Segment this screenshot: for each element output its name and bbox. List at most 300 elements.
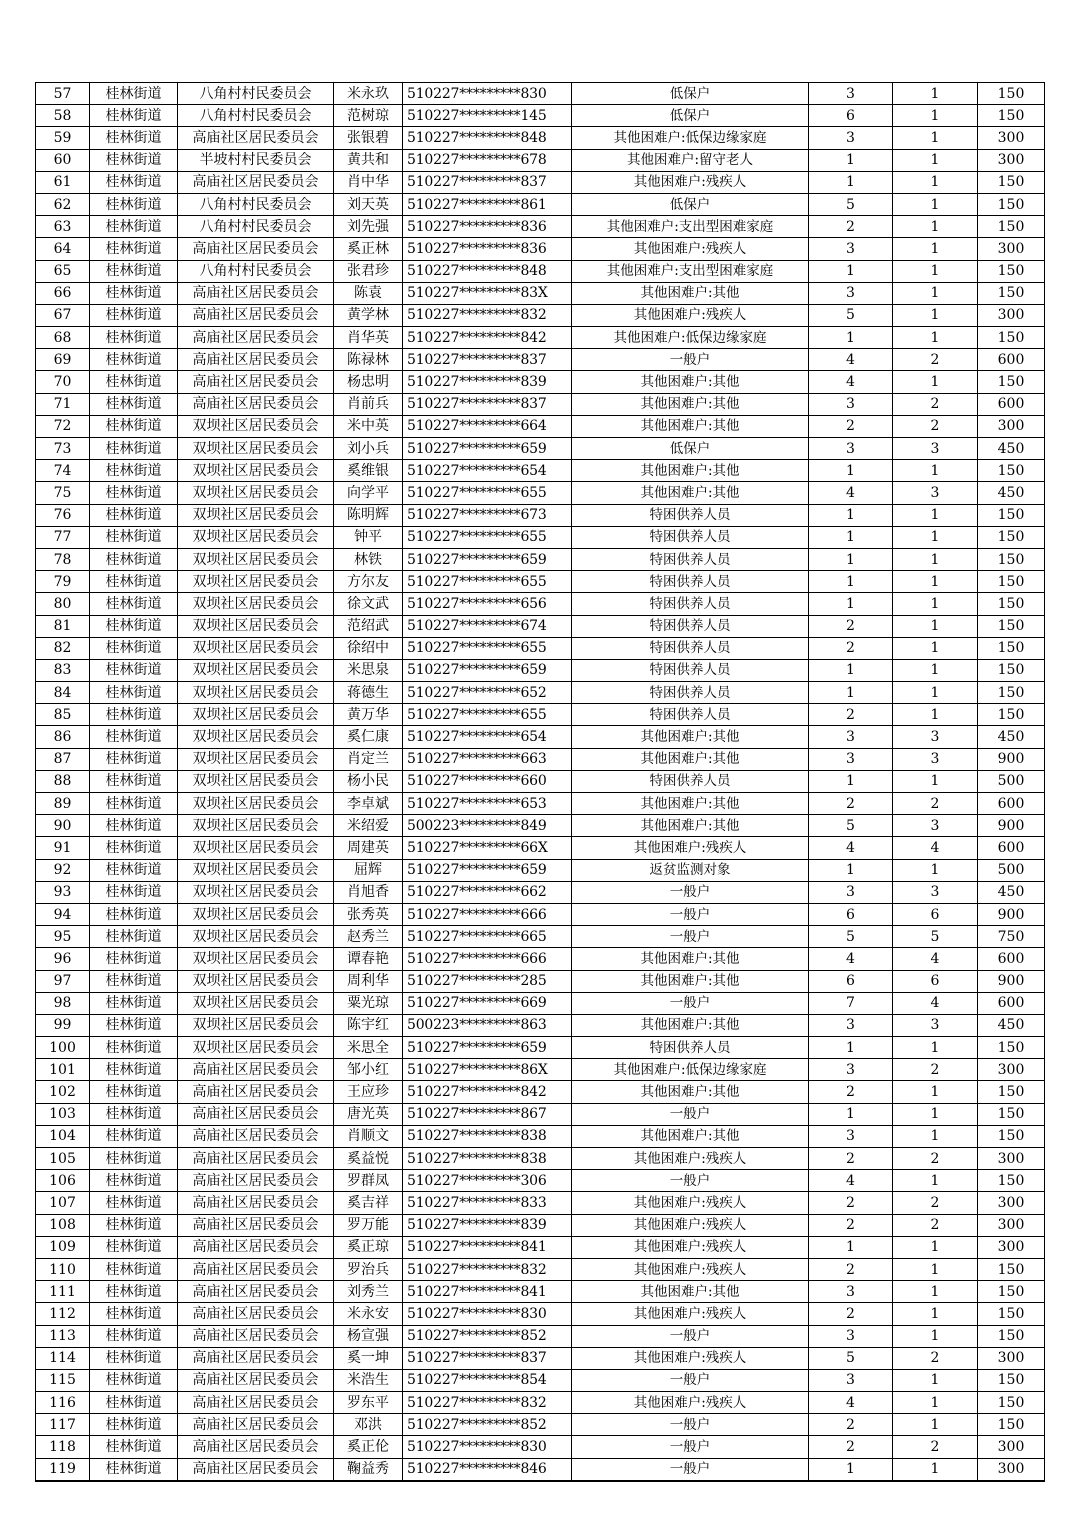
cell-committee-name: 高庙社区居民委员会	[178, 1369, 334, 1391]
cell-row-number: 81	[36, 615, 90, 637]
cell-person-name: 肖顺文	[334, 1125, 403, 1147]
cell-amount: 300	[978, 1458, 1045, 1481]
table-row	[36, 260, 1045, 282]
cell-row-number: 58	[36, 105, 90, 127]
cell-street-name: 桂林街道	[90, 704, 178, 726]
table-row	[36, 1325, 1045, 1347]
cell-household-type: 一般户	[572, 992, 809, 1014]
table-row	[36, 615, 1045, 637]
cell-amount: 150	[978, 504, 1045, 526]
cell-committee-name: 双坝社区居民委员会	[178, 859, 334, 881]
cell-row-number: 98	[36, 992, 90, 1014]
cell-household-type: 其他困难户:残疾人	[572, 1192, 809, 1214]
cell-amount: 150	[978, 83, 1045, 105]
table-row	[36, 770, 1045, 792]
cell-aided-count: 1	[893, 1369, 978, 1391]
cell-person-name: 方尔友	[334, 571, 403, 593]
table-row	[36, 859, 1045, 881]
cell-street-name: 桂林街道	[90, 1325, 178, 1347]
cell-amount: 900	[978, 903, 1045, 925]
cell-household-type: 其他困难户:低保边缘家庭	[572, 127, 809, 149]
cell-amount: 150	[978, 460, 1045, 482]
cell-person-name: 米浩生	[334, 1369, 403, 1391]
cell-aided-count: 5	[893, 926, 978, 948]
cell-person-name: 奚一坤	[334, 1347, 403, 1369]
cell-person-name: 向学平	[334, 482, 403, 504]
cell-row-number: 99	[36, 1014, 90, 1036]
cell-street-name: 桂林街道	[90, 970, 178, 992]
cell-household-size: 2	[809, 1303, 893, 1325]
cell-street-name: 桂林街道	[90, 83, 178, 105]
cell-street-name: 桂林街道	[90, 1347, 178, 1369]
table-row	[36, 438, 1045, 460]
cell-household-type: 一般户	[572, 349, 809, 371]
cell-amount: 150	[978, 1281, 1045, 1303]
cell-street-name: 桂林街道	[90, 1014, 178, 1036]
cell-household-size: 2	[809, 216, 893, 238]
cell-person-name: 范绍武	[334, 615, 403, 637]
cell-id-number: 510227*********655	[403, 571, 572, 593]
cell-committee-name: 八角村村民委员会	[178, 105, 334, 127]
cell-amount: 450	[978, 438, 1045, 460]
cell-street-name: 桂林街道	[90, 571, 178, 593]
cell-amount: 150	[978, 1103, 1045, 1125]
cell-aided-count: 1	[893, 1170, 978, 1192]
cell-committee-name: 双坝社区居民委员会	[178, 548, 334, 570]
cell-amount: 150	[978, 1125, 1045, 1147]
cell-aided-count: 1	[893, 304, 978, 326]
cell-household-size: 1	[809, 171, 893, 193]
cell-person-name: 奚正伦	[334, 1436, 403, 1458]
cell-household-type: 其他困难户:其他	[572, 1014, 809, 1036]
cell-id-number: 510227*********839	[403, 1214, 572, 1236]
cell-household-size: 2	[809, 1436, 893, 1458]
cell-household-size: 3	[809, 238, 893, 260]
cell-committee-name: 八角村村民委员会	[178, 83, 334, 105]
cell-household-size: 1	[809, 571, 893, 593]
cell-person-name: 肖定兰	[334, 748, 403, 770]
cell-aided-count: 3	[893, 438, 978, 460]
table-row	[36, 1369, 1045, 1391]
cell-household-type: 其他困难户:其他	[572, 371, 809, 393]
cell-household-type: 低保户	[572, 83, 809, 105]
cell-amount: 600	[978, 349, 1045, 371]
cell-household-size: 1	[809, 526, 893, 548]
cell-id-number: 510227*********660	[403, 770, 572, 792]
cell-id-number: 510227*********838	[403, 1125, 572, 1147]
cell-amount: 150	[978, 1369, 1045, 1391]
cell-street-name: 桂林街道	[90, 304, 178, 326]
cell-committee-name: 高庙社区居民委员会	[178, 1148, 334, 1170]
cell-amount: 150	[978, 193, 1045, 215]
table-row	[36, 504, 1045, 526]
cell-household-type: 其他困难户:其他	[572, 793, 809, 815]
cell-committee-name: 高庙社区居民委员会	[178, 238, 334, 260]
cell-committee-name: 高庙社区居民委员会	[178, 1081, 334, 1103]
cell-household-type: 其他困难户:其他	[572, 1125, 809, 1147]
cell-street-name: 桂林街道	[90, 926, 178, 948]
cell-committee-name: 八角村村民委员会	[178, 193, 334, 215]
cell-household-size: 3	[809, 1325, 893, 1347]
cell-committee-name: 高庙社区居民委员会	[178, 1325, 334, 1347]
cell-row-number: 110	[36, 1258, 90, 1280]
cell-aided-count: 2	[893, 393, 978, 415]
cell-row-number: 102	[36, 1081, 90, 1103]
cell-household-size: 1	[809, 504, 893, 526]
cell-household-type: 一般户	[572, 1414, 809, 1436]
cell-amount: 500	[978, 770, 1045, 792]
cell-row-number: 92	[36, 859, 90, 881]
cell-row-number: 89	[36, 793, 90, 815]
cell-person-name: 肖旭香	[334, 881, 403, 903]
cell-committee-name: 高庙社区居民委员会	[178, 1347, 334, 1369]
cell-household-type: 其他困难户:留守老人	[572, 149, 809, 171]
cell-id-number: 510227*********655	[403, 526, 572, 548]
cell-id-number: 510227*********842	[403, 327, 572, 349]
cell-person-name: 奚吉祥	[334, 1192, 403, 1214]
cell-household-size: 3	[809, 1369, 893, 1391]
cell-committee-name: 高庙社区居民委员会	[178, 1192, 334, 1214]
cell-committee-name: 高庙社区居民委员会	[178, 282, 334, 304]
cell-person-name: 奚正琼	[334, 1236, 403, 1258]
cell-committee-name: 双坝社区居民委员会	[178, 992, 334, 1014]
cell-row-number: 93	[36, 881, 90, 903]
cell-household-size: 5	[809, 304, 893, 326]
cell-amount: 450	[978, 726, 1045, 748]
cell-committee-name: 高庙社区居民委员会	[178, 1258, 334, 1280]
cell-id-number: 510227*********848	[403, 260, 572, 282]
cell-household-size: 1	[809, 859, 893, 881]
cell-id-number: 510227*********659	[403, 548, 572, 570]
cell-person-name: 张银碧	[334, 127, 403, 149]
table-row	[36, 970, 1045, 992]
cell-amount: 150	[978, 1325, 1045, 1347]
cell-committee-name: 双坝社区居民委员会	[178, 748, 334, 770]
cell-household-size: 2	[809, 1214, 893, 1236]
cell-aided-count: 1	[893, 149, 978, 171]
cell-household-type: 特困供养人员	[572, 615, 809, 637]
table-row	[36, 127, 1045, 149]
table-row	[36, 1014, 1045, 1036]
cell-aided-count: 4	[893, 992, 978, 1014]
cell-street-name: 桂林街道	[90, 438, 178, 460]
cell-id-number: 510227*********669	[403, 992, 572, 1014]
cell-row-number: 88	[36, 770, 90, 792]
cell-amount: 300	[978, 1236, 1045, 1258]
cell-row-number: 109	[36, 1236, 90, 1258]
cell-row-number: 69	[36, 349, 90, 371]
cell-id-number: 510227*********830	[403, 1436, 572, 1458]
cell-street-name: 桂林街道	[90, 948, 178, 970]
cell-row-number: 70	[36, 371, 90, 393]
cell-row-number: 100	[36, 1037, 90, 1059]
cell-aided-count: 2	[893, 1148, 978, 1170]
cell-row-number: 59	[36, 127, 90, 149]
cell-street-name: 桂林街道	[90, 548, 178, 570]
cell-row-number: 104	[36, 1125, 90, 1147]
cell-street-name: 桂林街道	[90, 1037, 178, 1059]
cell-household-size: 5	[809, 815, 893, 837]
cell-street-name: 桂林街道	[90, 1125, 178, 1147]
cell-household-type: 其他困难户:其他	[572, 393, 809, 415]
cell-row-number: 73	[36, 438, 90, 460]
cell-amount: 150	[978, 1258, 1045, 1280]
cell-household-type: 其他困难户:残疾人	[572, 837, 809, 859]
cell-row-number: 57	[36, 83, 90, 105]
cell-committee-name: 八角村村民委员会	[178, 260, 334, 282]
cell-household-type: 其他困难户:残疾人	[572, 238, 809, 260]
table-row	[36, 1192, 1045, 1214]
cell-row-number: 78	[36, 548, 90, 570]
cell-amount: 150	[978, 548, 1045, 570]
cell-household-size: 1	[809, 593, 893, 615]
cell-household-type: 低保户	[572, 438, 809, 460]
cell-row-number: 112	[36, 1303, 90, 1325]
cell-street-name: 桂林街道	[90, 149, 178, 171]
cell-aided-count: 1	[893, 1236, 978, 1258]
cell-household-size: 2	[809, 1081, 893, 1103]
cell-household-type: 其他困难户:支出型困难家庭	[572, 216, 809, 238]
cell-household-type: 一般户	[572, 926, 809, 948]
cell-row-number: 80	[36, 593, 90, 615]
table-row	[36, 903, 1045, 925]
cell-row-number: 79	[36, 571, 90, 593]
cell-street-name: 桂林街道	[90, 460, 178, 482]
cell-committee-name: 高庙社区居民委员会	[178, 1170, 334, 1192]
cell-street-name: 桂林街道	[90, 1414, 178, 1436]
cell-amount: 300	[978, 415, 1045, 437]
cell-household-size: 3	[809, 393, 893, 415]
cell-id-number: 510227*********673	[403, 504, 572, 526]
cell-street-name: 桂林街道	[90, 637, 178, 659]
cell-household-type: 一般户	[572, 1103, 809, 1125]
cell-amount: 900	[978, 970, 1045, 992]
cell-household-type: 特困供养人员	[572, 682, 809, 704]
cell-row-number: 86	[36, 726, 90, 748]
cell-committee-name: 双坝社区居民委员会	[178, 526, 334, 548]
cell-household-type: 其他困难户:残疾人	[572, 1303, 809, 1325]
cell-aided-count: 2	[893, 1347, 978, 1369]
cell-id-number: 510227*********145	[403, 105, 572, 127]
cell-id-number: 510227*********674	[403, 615, 572, 637]
cell-row-number: 111	[36, 1281, 90, 1303]
table-row	[36, 637, 1045, 659]
cell-household-type: 其他困难户:低保边缘家庭	[572, 1059, 809, 1081]
cell-id-number: 510227*********830	[403, 83, 572, 105]
cell-amount: 600	[978, 992, 1045, 1014]
cell-person-name: 蒋德生	[334, 682, 403, 704]
cell-row-number: 68	[36, 327, 90, 349]
cell-person-name: 米中英	[334, 415, 403, 437]
cell-committee-name: 高庙社区居民委员会	[178, 127, 334, 149]
cell-household-type: 其他困难户:其他	[572, 726, 809, 748]
cell-row-number: 83	[36, 659, 90, 681]
cell-aided-count: 1	[893, 615, 978, 637]
table-row	[36, 1414, 1045, 1436]
cell-aided-count: 1	[893, 193, 978, 215]
cell-committee-name: 半坡村村民委员会	[178, 149, 334, 171]
cell-row-number: 85	[36, 704, 90, 726]
cell-row-number: 62	[36, 193, 90, 215]
cell-person-name: 黄共和	[334, 149, 403, 171]
cell-street-name: 桂林街道	[90, 371, 178, 393]
cell-committee-name: 双坝社区居民委员会	[178, 704, 334, 726]
cell-id-number: 510227*********663	[403, 748, 572, 770]
cell-row-number: 76	[36, 504, 90, 526]
cell-aided-count: 1	[893, 1325, 978, 1347]
table-row	[36, 1392, 1045, 1414]
cell-aided-count: 1	[893, 1125, 978, 1147]
cell-street-name: 桂林街道	[90, 1392, 178, 1414]
cell-row-number: 77	[36, 526, 90, 548]
cell-id-number: 510227*********285	[403, 970, 572, 992]
cell-aided-count: 3	[893, 726, 978, 748]
cell-person-name: 李卓斌	[334, 793, 403, 815]
cell-id-number: 510227*********837	[403, 171, 572, 193]
cell-aided-count: 3	[893, 748, 978, 770]
cell-aided-count: 1	[893, 371, 978, 393]
cell-household-type: 特困供养人员	[572, 1037, 809, 1059]
cell-committee-name: 双坝社区居民委员会	[178, 770, 334, 792]
cell-id-number: 510227*********86X	[403, 1059, 572, 1081]
cell-aided-count: 6	[893, 970, 978, 992]
cell-aided-count: 1	[893, 216, 978, 238]
cell-person-name: 杨忠明	[334, 371, 403, 393]
table-row	[36, 1037, 1045, 1059]
cell-committee-name: 八角村村民委员会	[178, 216, 334, 238]
table-row	[36, 1258, 1045, 1280]
cell-row-number: 106	[36, 1170, 90, 1192]
cell-amount: 300	[978, 1347, 1045, 1369]
cell-id-number: 510227*********659	[403, 659, 572, 681]
cell-person-name: 邹小红	[334, 1059, 403, 1081]
table-row	[36, 837, 1045, 859]
cell-street-name: 桂林街道	[90, 1059, 178, 1081]
cell-row-number: 116	[36, 1392, 90, 1414]
cell-street-name: 桂林街道	[90, 1281, 178, 1303]
cell-person-name: 陈禄林	[334, 349, 403, 371]
cell-person-name: 罗治兵	[334, 1258, 403, 1280]
cell-household-type: 特困供养人员	[572, 770, 809, 792]
cell-person-name: 谭春艳	[334, 948, 403, 970]
cell-amount: 300	[978, 238, 1045, 260]
cell-person-name: 刘小兵	[334, 438, 403, 460]
cell-person-name: 黄学林	[334, 304, 403, 326]
table-row	[36, 682, 1045, 704]
cell-committee-name: 双坝社区居民委员会	[178, 637, 334, 659]
cell-person-name: 肖华英	[334, 327, 403, 349]
cell-household-size: 4	[809, 837, 893, 859]
cell-household-type: 其他困难户:其他	[572, 748, 809, 770]
cell-person-name: 鞠益秀	[334, 1458, 403, 1481]
cell-household-type: 其他困难户:其他	[572, 1281, 809, 1303]
cell-street-name: 桂林街道	[90, 1214, 178, 1236]
cell-id-number: 510227*********662	[403, 881, 572, 903]
cell-committee-name: 双坝社区居民委员会	[178, 1037, 334, 1059]
cell-id-number: 510227*********666	[403, 903, 572, 925]
cell-household-type: 其他困难户:残疾人	[572, 304, 809, 326]
cell-household-size: 2	[809, 415, 893, 437]
cell-household-type: 一般户	[572, 1369, 809, 1391]
cell-id-number: 500223*********863	[403, 1014, 572, 1036]
cell-person-name: 张秀英	[334, 903, 403, 925]
cell-aided-count: 2	[893, 1192, 978, 1214]
table-row	[36, 304, 1045, 326]
cell-person-name: 陈明辉	[334, 504, 403, 526]
cell-committee-name: 双坝社区居民委员会	[178, 970, 334, 992]
cell-aided-count: 1	[893, 637, 978, 659]
cell-committee-name: 双坝社区居民委员会	[178, 571, 334, 593]
cell-household-type: 其他困难户:其他	[572, 1081, 809, 1103]
cell-street-name: 桂林街道	[90, 1103, 178, 1125]
table-row	[36, 216, 1045, 238]
table-row	[36, 282, 1045, 304]
cell-aided-count: 1	[893, 571, 978, 593]
cell-household-type: 一般户	[572, 1458, 809, 1481]
cell-aided-count: 1	[893, 1458, 978, 1481]
cell-aided-count: 1	[893, 526, 978, 548]
cell-committee-name: 双坝社区居民委员会	[178, 460, 334, 482]
cell-person-name: 徐文武	[334, 593, 403, 615]
cell-person-name: 徐绍中	[334, 637, 403, 659]
cell-id-number: 510227*********867	[403, 1103, 572, 1125]
table-row	[36, 149, 1045, 171]
cell-id-number: 510227*********830	[403, 1303, 572, 1325]
cell-committee-name: 高庙社区居民委员会	[178, 1392, 334, 1414]
cell-amount: 300	[978, 304, 1045, 326]
cell-person-name: 陈宇红	[334, 1014, 403, 1036]
cell-household-size: 1	[809, 260, 893, 282]
cell-household-size: 4	[809, 948, 893, 970]
cell-id-number: 510227*********652	[403, 682, 572, 704]
table-row	[36, 193, 1045, 215]
cell-street-name: 桂林街道	[90, 105, 178, 127]
table-row	[36, 726, 1045, 748]
cell-household-size: 3	[809, 748, 893, 770]
cell-amount: 600	[978, 393, 1045, 415]
cell-person-name: 米永安	[334, 1303, 403, 1325]
cell-household-size: 1	[809, 659, 893, 681]
cell-id-number: 510227*********854	[403, 1369, 572, 1391]
cell-household-size: 1	[809, 682, 893, 704]
cell-id-number: 510227*********654	[403, 726, 572, 748]
cell-household-size: 3	[809, 726, 893, 748]
cell-row-number: 65	[36, 260, 90, 282]
cell-row-number: 90	[36, 815, 90, 837]
cell-household-type: 特困供养人员	[572, 704, 809, 726]
cell-person-name: 钟平	[334, 526, 403, 548]
cell-household-size: 2	[809, 637, 893, 659]
cell-committee-name: 双坝社区居民委员会	[178, 682, 334, 704]
table-row	[36, 1214, 1045, 1236]
table-row	[36, 659, 1045, 681]
table-row	[36, 593, 1045, 615]
cell-committee-name: 高庙社区居民委员会	[178, 371, 334, 393]
cell-street-name: 桂林街道	[90, 526, 178, 548]
cell-household-size: 3	[809, 282, 893, 304]
cell-household-type: 一般户	[572, 881, 809, 903]
cell-id-number: 510227*********861	[403, 193, 572, 215]
cell-street-name: 桂林街道	[90, 682, 178, 704]
cell-household-type: 一般户	[572, 1170, 809, 1192]
cell-id-number: 510227*********852	[403, 1325, 572, 1347]
table-row	[36, 238, 1045, 260]
cell-household-size: 4	[809, 1170, 893, 1192]
table-row	[36, 460, 1045, 482]
cell-household-type: 其他困难户:残疾人	[572, 1258, 809, 1280]
cell-amount: 150	[978, 571, 1045, 593]
cell-committee-name: 高庙社区居民委员会	[178, 1214, 334, 1236]
